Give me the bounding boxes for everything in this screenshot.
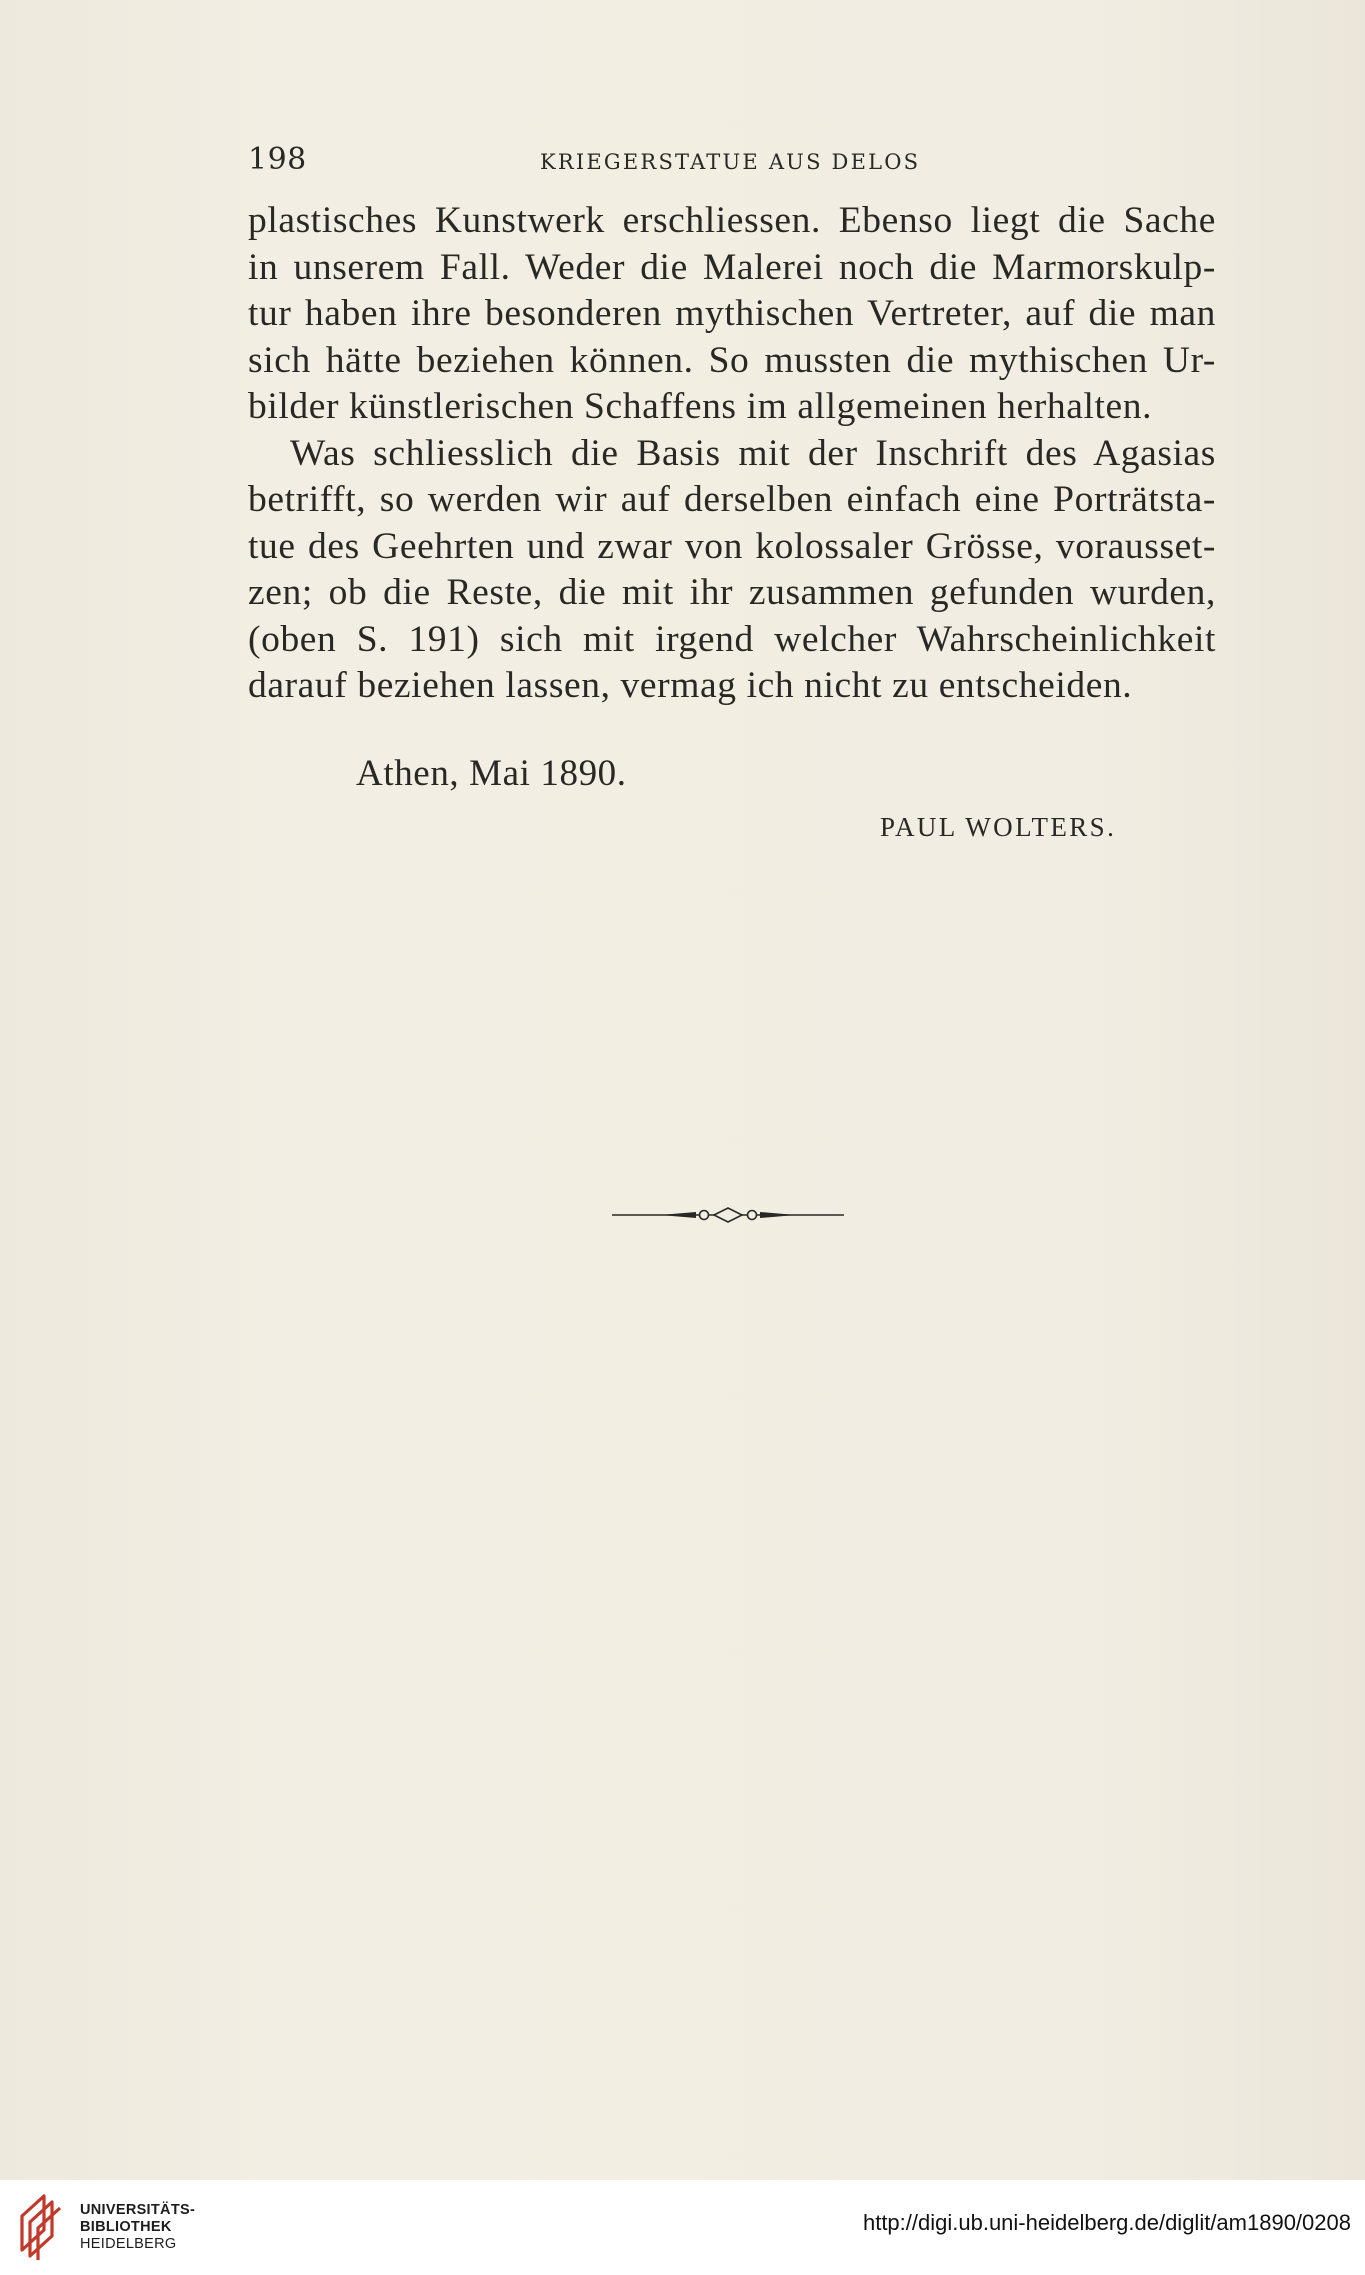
text-line: betrifft, so werden wir auf derselben einfach eine Porträtsta- [248, 479, 1216, 520]
text-line: plastisches Kunstwerk erschliessen. Ebenso liegt die Sache [248, 200, 1216, 241]
text-line: in unserem Fall. Weder die Malerei noch die Marmorskulp- [248, 246, 1216, 288]
body-text [248, 198, 1216, 710]
library-name-line: BIBLIOTHEK [80, 2219, 172, 2235]
library-footer [0, 2180, 1365, 2275]
library-logo-icon [14, 2190, 68, 2262]
text-line: Was schliesslich die Basis mit der Inschrift des Agasias [290, 432, 1216, 474]
library-name-line: HEIDELBERG [80, 2236, 177, 2252]
ornamental-rule-icon [608, 1200, 848, 1230]
text-line: tue des Geehrten und zwar von kolossaler Grösse, vorausset- [248, 525, 1216, 567]
permalink-url[interactable]: http://digi.ub.uni-heidelberg.de/diglit/am1890/0208 [862, 2210, 1351, 2235]
text-line: bilder künstlerischen Schaffens im allgemeinen herhalten. [248, 386, 1153, 427]
text-line: (oben S. 191) sich mit irgend welcher Wahrscheinlichkeit [248, 618, 1216, 660]
page-number: 198 [248, 142, 307, 177]
library-name-line: UNIVERSITÄTS- [80, 2202, 196, 2218]
text-line: sich hätte beziehen können. So mussten die mythischen Ur- [248, 339, 1216, 381]
text-line: zen; ob die Reste, die mit ihr zusammen gefunden wurden, [248, 572, 1216, 613]
author-signature: PAUL WOLTERS. [880, 812, 1117, 842]
text-line: tur haben ihre besonderen mythischen Vertreter, auf die man [248, 293, 1216, 334]
dateline: Athen, Mai 1890. [356, 753, 627, 794]
running-title: KRIEGERSTATUE AUS DELOS [540, 150, 921, 174]
library-name [80, 2202, 195, 2253]
text-line: darauf beziehen lassen, vermag ich nicht zu entscheiden. [248, 665, 1133, 706]
